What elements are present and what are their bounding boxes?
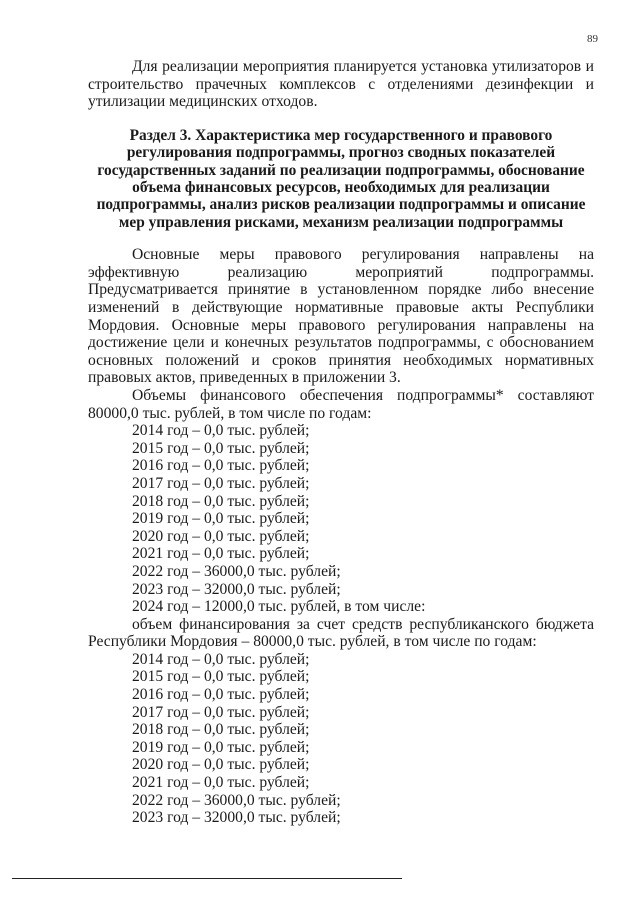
page-body xyxy=(88,58,594,827)
page-number: 89 xyxy=(587,33,598,45)
republic-budget-paragraph: объем финансирования за счет средств республиканского бюджета Республики Мордовия – 80000,0 тыс. рублей, в том числе по годам: xyxy=(88,615,594,651)
republic-budget-year-item: 2021 год – 0,0 тыс. рублей; xyxy=(132,774,310,792)
republic-budget-year-item: 2014 год – 0,0 тыс. рублей; xyxy=(132,650,310,668)
regulation-paragraph: Основные меры правового регулирования направлены на эффективную реализацию мероприятий подпрограммы. Предусматривается принятие в установленном порядке либо внесение изменений в действующие нормативные правовые акты Республики Мордовия. Основные меры правового регулирования направлены на достижение цели и конечных результатов подпрограммы, с обоснованием основных положений и сроков принятия необходимых нормативных правовых актов, приведенных в приложении 3. xyxy=(88,246,594,387)
financing-year-item: 2022 год – 36000,0 тыс. рублей; xyxy=(132,562,341,580)
republic-budget-year-item: 2018 год – 0,0 тыс. рублей; xyxy=(132,721,310,739)
financing-year-item: 2017 год – 0,0 тыс. рублей; xyxy=(132,474,310,492)
republic-budget-year-item: 2022 год – 36000,0 тыс. рублей; xyxy=(132,791,341,809)
republic-budget-year-item: 2015 год – 0,0 тыс. рублей; xyxy=(132,668,310,686)
section-heading: Раздел 3. Характеристика мер государственного и правового регулирования подпрограммы, прогноз сводных показателей государственных заданий по реализации подпрограммы, обоснование объема финансовых ресурсов, необходимых для реализации подпрограммы, анализ рисков реализации подпрограммы и описание мер управления рисками, механизм реализации подпрограммы xyxy=(96,126,586,231)
republic-budget-year-item: 2017 год – 0,0 тыс. рублей; xyxy=(132,703,310,721)
republic-budget-year-item: 2023 год – 32000,0 тыс. рублей; xyxy=(132,809,341,827)
financing-year-item: 2024 год – 12000,0 тыс. рублей, в том числе: xyxy=(132,598,426,616)
intro-paragraph: Для реализации мероприятия планируется установка утилизаторов и строительство прачечных комплексов с отделениями дезинфекции и утилизации медицинских отходов. xyxy=(88,58,594,111)
financing-years-list xyxy=(88,422,594,616)
republic-budget-year-item: 2019 год – 0,0 тыс. рублей; xyxy=(132,738,310,756)
financing-year-item: 2018 год – 0,0 тыс. рублей; xyxy=(132,492,310,510)
financing-year-item: 2021 год – 0,0 тыс. рублей; xyxy=(132,545,310,563)
footnote-separator xyxy=(12,878,402,879)
financing-year-item: 2019 год – 0,0 тыс. рублей; xyxy=(132,510,310,528)
republic-budget-year-item: 2016 год – 0,0 тыс. рублей; xyxy=(132,686,310,704)
financing-year-item: 2023 год – 32000,0 тыс. рублей; xyxy=(132,580,341,598)
financing-year-item: 2020 год – 0,0 тыс. рублей; xyxy=(132,527,310,545)
financing-year-item: 2016 год – 0,0 тыс. рублей; xyxy=(132,457,310,475)
republic-budget-year-item: 2020 год – 0,0 тыс. рублей; xyxy=(132,756,310,774)
financing-year-item: 2014 год – 0,0 тыс. рублей; xyxy=(132,422,310,440)
financing-paragraph: Объемы финансового обеспечения подпрограммы* составляют 80000,0 тыс. рублей, в том числе по годам: xyxy=(88,386,594,422)
republic-budget-years-list xyxy=(88,651,594,827)
financing-year-item: 2015 год – 0,0 тыс. рублей; xyxy=(132,439,310,457)
